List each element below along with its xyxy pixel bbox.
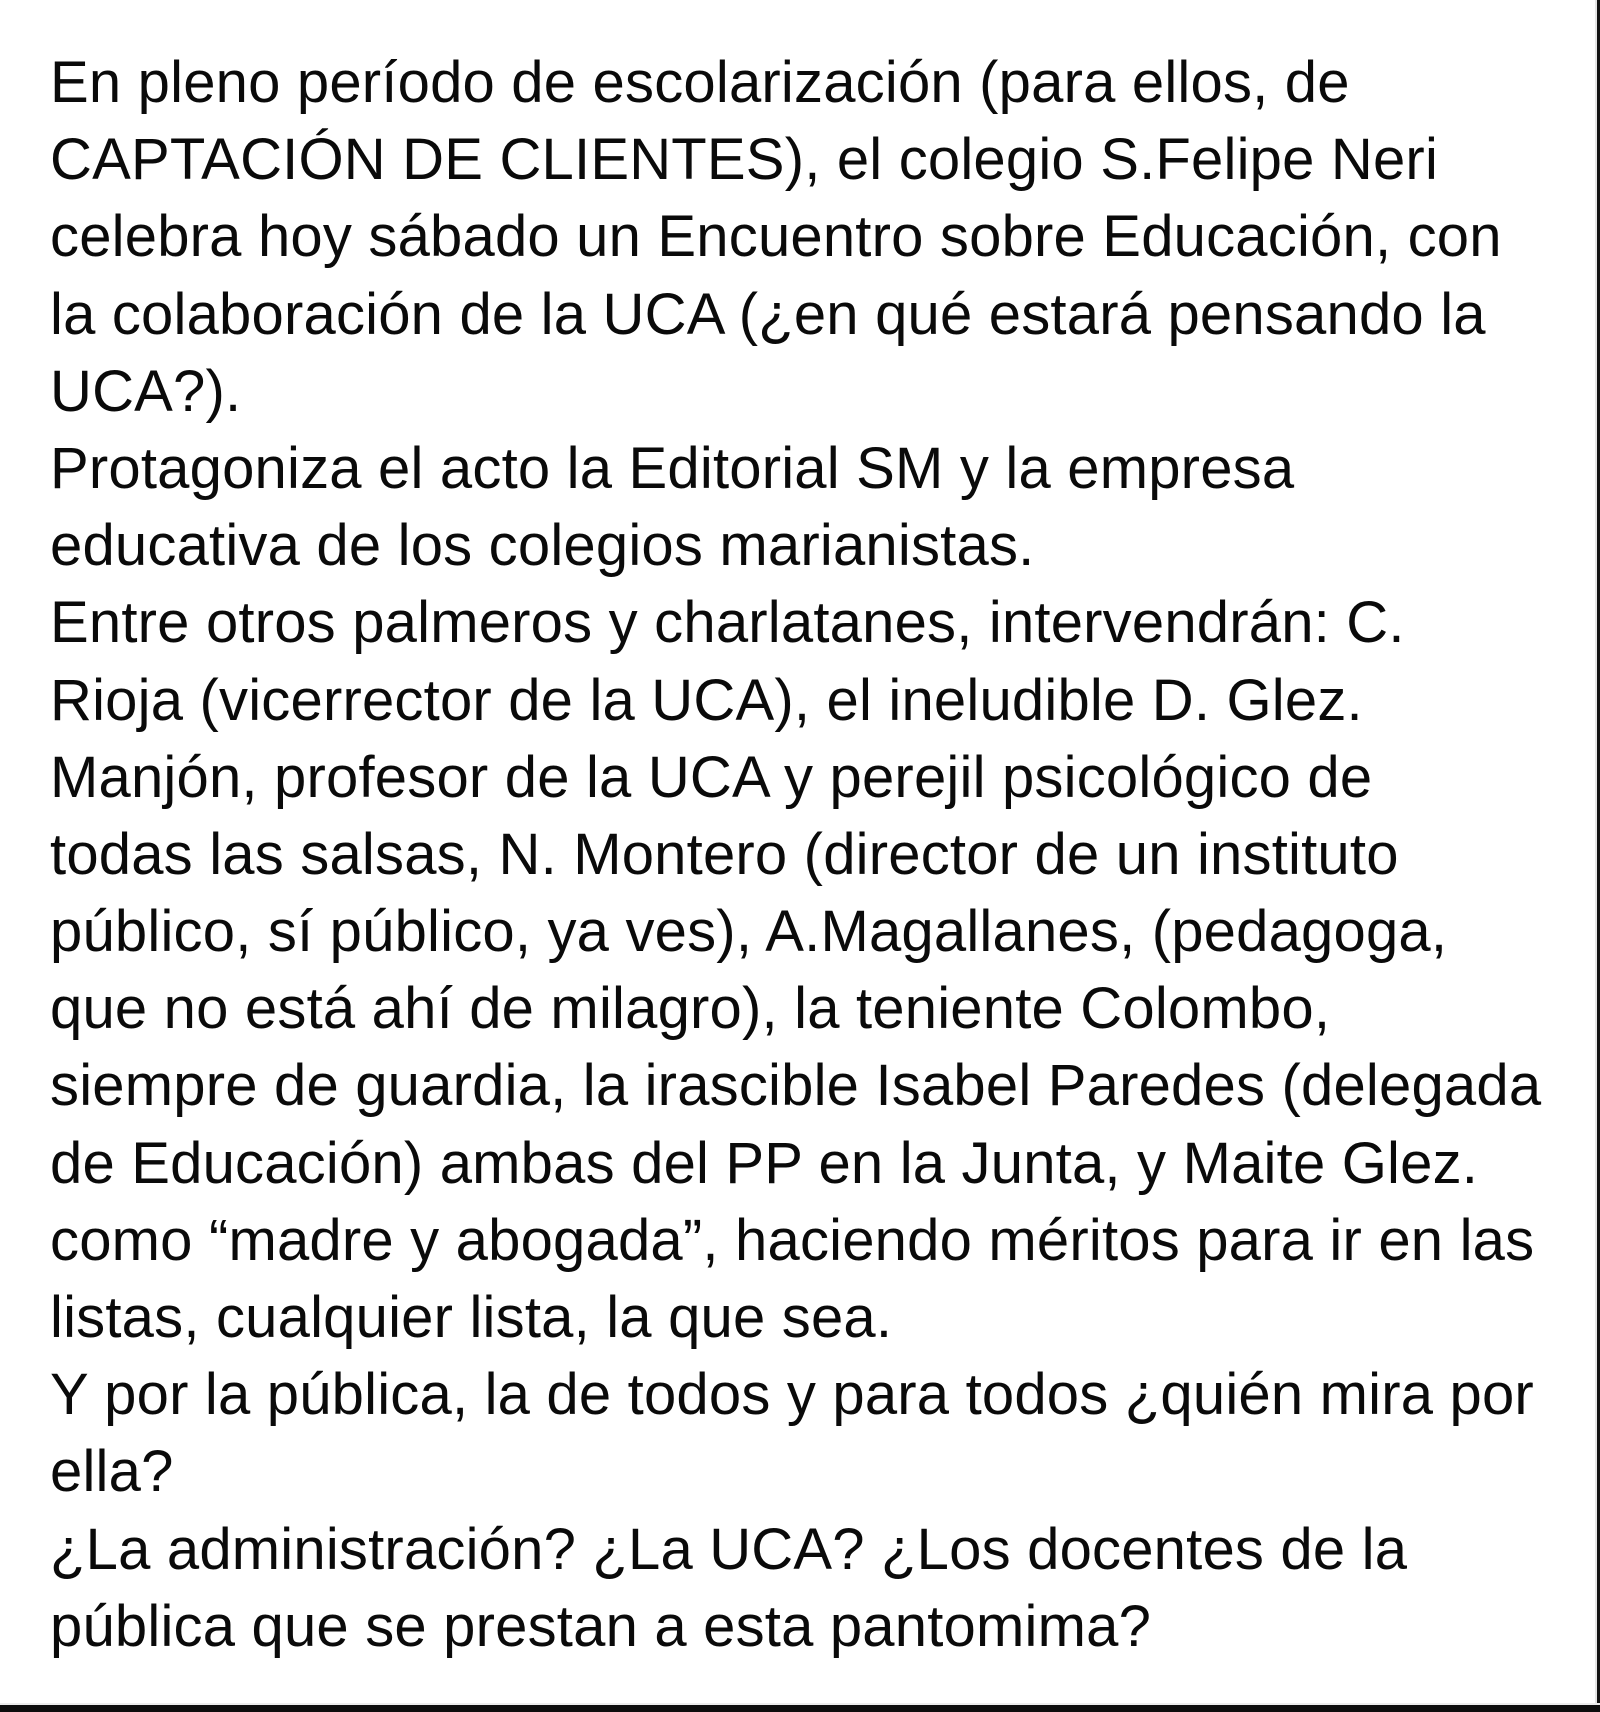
post-text-line: ella? [50,1439,174,1505]
post-text-line: la colaboración de la UCA (¿en qué estará pensando la [50,281,1486,347]
post-text-line: todas las salsas, N. Montero (director de un instituto [50,821,1399,887]
frame-bottom-border [0,1705,1600,1712]
post-text-line: de Educación) ambas del PP en la Junta, y Maite Glez. [50,1130,1479,1196]
post-text-line: Entre otros palmeros y charlatanes, intervendrán: C. [50,590,1405,656]
post-text-line: siempre de guardia, la irascible Isabel Paredes (delegada [50,1053,1542,1119]
post-text-line: pública que se prestan a esta pantomima? [50,1593,1152,1659]
post-text-line: educativa de los colegios marianistas. [50,513,1035,579]
post-text-line: público, sí público, ya ves), A.Magallanes, (pedagoga, [50,899,1448,965]
post-text-line: Y por la pública, la de todos y para todos ¿quién mira por [50,1362,1534,1428]
post-text-line: UCA?). [50,358,242,424]
post-body-text [50,44,1590,1665]
post-text-line: Protagoniza el acto la Editorial SM y la empresa [50,435,1295,501]
post-text-line: que no está ahí de milagro), la teniente Colombo, [50,976,1331,1042]
post-text-line: como “madre y abogada”, haciendo méritos para ir en las [50,1207,1535,1273]
post-text-line: celebra hoy sábado un Encuentro sobre Educación, con [50,204,1502,270]
post-text-line: En pleno período de escolarización (para ellos, de [50,50,1350,115]
post-text-line: Manjón, profesor de la UCA y perejil psicológico de [50,744,1373,810]
post-text-line: Rioja (vicerrector de la UCA), el ineludible D. Glez. [50,667,1363,733]
post-text-line: CAPTACIÓN DE CLIENTES), el colegio S.Felipe Neri [50,127,1439,193]
post-text-line: listas, cualquier lista, la que sea. [50,1285,893,1350]
post-text-line: ¿La administración? ¿La UCA? ¿Los docentes de la [50,1516,1408,1582]
